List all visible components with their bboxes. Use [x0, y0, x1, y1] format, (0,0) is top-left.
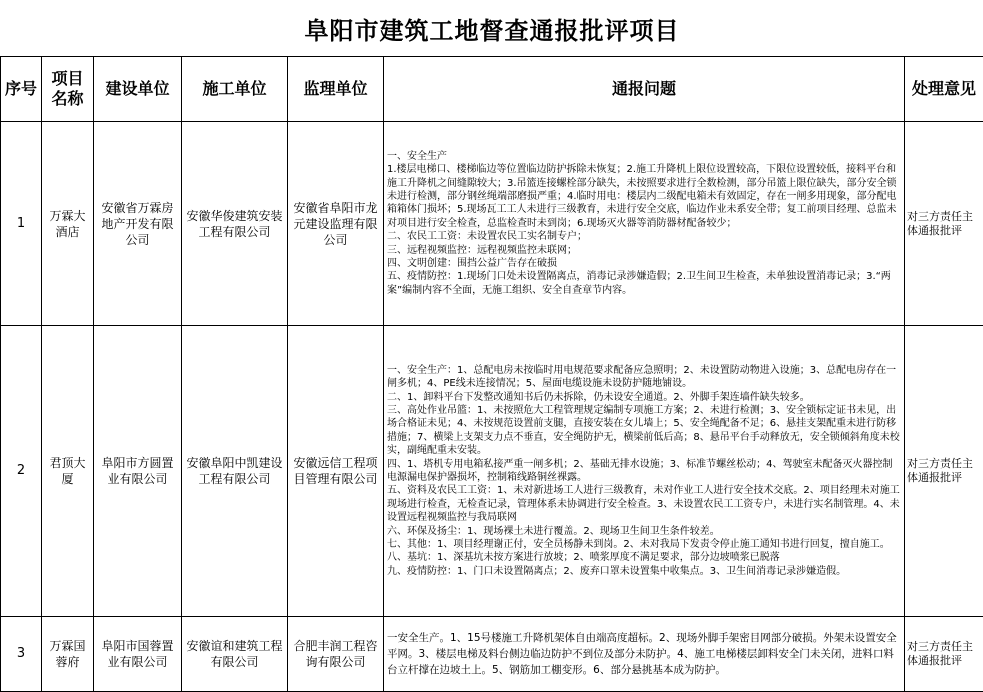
issue-line: 二、1、卸料平台下发整改通知书后仍未拆除，仍未设安全通道。2、外脚手架连墙件缺失较多。 — [387, 391, 810, 403]
header-opinion: 处理意见 — [905, 57, 983, 122]
issue-line: 1.楼层电梯口、楼梯临边等位置临边防护拆除未恢复；2.施工升降机上限位设置较高，下限位设置较低，接料平台和施工升降机之间缝隙较大；3.吊篮连接螺栓部分缺失，未按照要求进行全数检测，部分吊篮上限位缺失，部分安全锁未进行检测，部分钢丝绳端部磨损严重；4.临时用电：楼层内二级配电箱未有效固定，存在一闸多用现象，部分配电箱箱体门损坏；5.现场瓦工工人未进行三级教育，未进行安全交底，临边作业未系安全带；复工前项目经理、总监未对项目进行安全检查，总监检查时未到岗；6.现场灭火器等消防器材配备较少； — [387, 164, 897, 229]
row-supervisor: 安徽远信工程项目管理有限公司 — [288, 326, 384, 617]
row-no: 3 — [1, 617, 42, 692]
row-contractor: 安徽谊和建筑工程有限公司 — [182, 617, 288, 692]
row-opinion: 对三方责任主体通报批评 — [905, 326, 983, 617]
header-no: 序号 — [1, 57, 42, 122]
header-supervisor: 监理单位 — [288, 57, 384, 122]
table-row — [1, 122, 983, 326]
issue-line: 六、环保及扬尘：1、现场裸土未进行覆盖。2、现场卫生间卫生条件较差。 — [387, 525, 720, 537]
row-supervisor: 安徽省阜阳市龙元建设监理有限公司 — [288, 122, 384, 326]
table-row — [1, 617, 983, 692]
issue-line: 七、其他：1、项目经理谢正付，安全员杨静未到岗。2、未对我局下发责令停止施工通知书进行回复，擅自施工。 — [387, 539, 890, 551]
row-no: 1 — [1, 122, 42, 326]
row-issues — [384, 326, 905, 617]
row-opinion: 对三方责任主体通报批评 — [905, 617, 983, 692]
row-builder: 阜阳市方圆置业有限公司 — [94, 326, 182, 617]
header-builder: 建设单位 — [94, 57, 182, 122]
row-issues — [384, 122, 905, 326]
header-issues: 通报问题 — [384, 57, 905, 122]
issue-line: 九、疫情防控：1、门口未设置隔离点；2、废弃口罩未设置集中收集点。3、卫生间消毒记录涉嫌造假。 — [387, 565, 847, 577]
row-no: 2 — [1, 326, 42, 617]
row-project: 万霖国蓉府 — [42, 617, 94, 692]
issue-line: 一安全生产。1、15号楼施工升降机架体自由端高度超标。2、现场外脚手架密目网部分破损。外架未设置安全平网。3、楼层电梯及料台侧边临边防护不到位及部分未防护。4、施工电梯楼层卸料安全门未关闭，进料口料台立杆撑在边坡土上。5、钢筋加工棚变形。6、部分悬挑基本成为防护。 — [387, 632, 897, 676]
header-row — [1, 57, 983, 122]
header-project: 项目名称 — [42, 57, 94, 122]
issue-line: 五、资料及农民工工资：1、未对新进场工人进行三级教育，未对作业工人进行安全技术交底。2、项目经理未对施工现场进行检查，无检查记录，管理体系未协调进行安全检查。3、未设置农民工工资专户，未进行实名制管理。4、未设置远程视频监控与我局联网 — [387, 485, 900, 524]
page-title: 阜阳市建筑工地督查通报批评项目 — [1, 0, 983, 57]
issue-line: 三、远程视频监控：远程视频监控未联网； — [387, 244, 577, 256]
row-builder: 安徽省万霖房地产开发有限公司 — [94, 122, 182, 326]
row-opinion: 对三方责任主体通报批评 — [905, 122, 983, 326]
row-project: 君顶大厦 — [42, 326, 94, 617]
table-row — [1, 326, 983, 617]
issue-line: 一、安全生产：1、总配电房未按临时用电规范要求配备应急照明；2、未设置防动物进入设施；3、总配电房存在一闸多机；4、PE线未连接情况；5、屋面电缆设施未设防护随地铺设。 — [387, 364, 897, 390]
issue-line: 二、农民工工资：未设置农民工实名制专户； — [387, 231, 587, 243]
row-contractor: 安徽阜阳中凯建设工程有限公司 — [182, 326, 288, 617]
issue-line: 八、基坑：1、深基坑未按方案进行放坡；2、喷浆厚度不满足要求，部分边坡喷浆已脱落 — [387, 552, 780, 564]
issue-line: 四、文明创建：围挡公益广告存在破损 — [387, 258, 557, 270]
row-project: 万霖大酒店 — [42, 122, 94, 326]
row-builder: 阜阳市国蓉置业有限公司 — [94, 617, 182, 692]
row-issues — [384, 617, 905, 692]
issue-line: 三、高处作业吊篮：1、未按照危大工程管理规定编制专项施工方案；2、未进行检测；3、安全锁标定证书未见，出场合格证未见；4、未按规范设置前支腿，直接安装在女儿墙上；5、安全绳配备不足；6、悬挂支架配重未进行防移措施；7、横梁上支架支力点不垂直，安全绳防护无，横梁前低后高；8、悬吊平台手动释放无，安全锁倾斜角度未校实，副绳配重未安装。 — [387, 404, 900, 457]
issue-line: 五、疫情防控：1.现场门口处未设置隔离点，消毒记录涉嫌造假；2.卫生间卫生检查，未单独设置消毒记录；3.“两案”编制内容不全面，无施工组织、安全自查章节内容。 — [387, 271, 891, 296]
issue-line: 一、安全生产 — [387, 150, 447, 162]
header-contractor: 施工单位 — [182, 57, 288, 122]
row-contractor: 安徽华俊建筑安装工程有限公司 — [182, 122, 288, 326]
issue-line: 四、1、塔机专用电箱私接严重一闸多机；2、基础无排水设施；3、标准节螺丝松动；4、驾驶室未配备灭火器控制电源漏电保护器损坏，控制箱线路铜丝裸露。 — [387, 458, 893, 483]
row-supervisor: 合肥丰润工程咨询有限公司 — [288, 617, 384, 692]
